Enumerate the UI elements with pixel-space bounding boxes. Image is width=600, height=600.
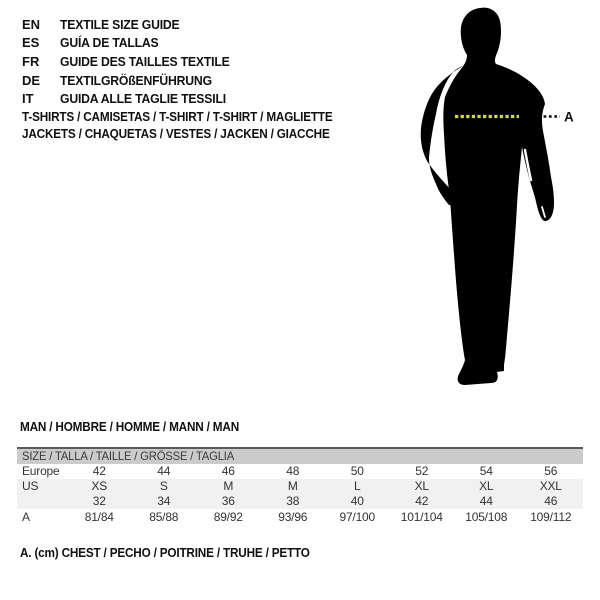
language-title-list	[22, 15, 240, 108]
measurement-footnote	[20, 546, 328, 560]
language-row	[22, 15, 240, 34]
measure-label-a: A	[564, 109, 574, 125]
size-cell: 93/96	[278, 510, 308, 524]
size-table	[17, 447, 583, 526]
row-label	[17, 494, 67, 509]
size-cell: 40	[325, 494, 390, 509]
size-cell: 44	[157, 464, 171, 478]
language-row	[22, 71, 240, 90]
table-row-us	[17, 479, 583, 494]
language-label: TEXTILGRÖßENFÜHRUNG	[60, 72, 212, 88]
size-cell: 32	[67, 494, 132, 509]
size-cell: XL	[454, 479, 519, 494]
language-code: EN	[22, 16, 41, 32]
language-code: FR	[22, 53, 40, 69]
language-code: DE	[22, 72, 41, 88]
language-label: TEXTILE SIZE GUIDE	[60, 16, 180, 32]
section-title-text: MAN / HOMBRE / HOMME / MANN / MAN	[20, 420, 240, 434]
table-header	[17, 448, 583, 464]
size-cell: XXL	[519, 479, 584, 494]
size-cell: 101/104	[400, 510, 443, 524]
language-row	[22, 34, 240, 53]
language-row	[22, 52, 240, 71]
size-cell: 81/84	[84, 510, 114, 524]
size-cell: 54	[479, 464, 493, 478]
size-cell: XS	[67, 479, 132, 494]
language-code: IT	[22, 91, 34, 107]
size-cell: 42	[92, 464, 106, 478]
row-label: A	[22, 510, 30, 524]
size-cell: M	[196, 479, 261, 494]
size-cell: 85/88	[149, 510, 179, 524]
size-cell: 46	[221, 464, 235, 478]
size-cell: 56	[544, 464, 558, 478]
man-figure	[390, 0, 600, 410]
language-label: GUIDE DES TAILLES TEXTILE	[60, 53, 230, 69]
row-label: Europe	[22, 464, 60, 478]
size-cell: 52	[415, 464, 429, 478]
size-cell: 50	[350, 464, 364, 478]
size-cell: 34	[132, 494, 197, 509]
size-cell: 42	[390, 494, 455, 509]
size-cell: 89/92	[213, 510, 243, 524]
size-cell: S	[132, 479, 197, 494]
table-row-europe	[17, 464, 583, 479]
size-cell: 48	[286, 464, 300, 478]
language-code: ES	[22, 35, 40, 51]
language-label: GUIDA ALLE TAGLIE TESSILI	[60, 91, 226, 107]
size-cell: 105/108	[465, 510, 508, 524]
garment-categories	[22, 108, 352, 143]
measurement-footnote-text: A. (cm) CHEST / PECHO / POITRINE / TRUHE / PETTO	[20, 546, 310, 560]
table-header-row	[17, 448, 583, 464]
language-label: GUÍA DE TALLAS	[60, 35, 159, 51]
section-title-man	[20, 420, 253, 434]
man-silhouette	[443, 8, 554, 385]
size-cell: XL	[390, 479, 455, 494]
size-cell: 44	[454, 494, 519, 509]
language-row	[22, 89, 240, 108]
table-header-text: SIZE / TALLA / TAILLE / GRÖSSE / TAGLIA	[22, 449, 235, 463]
size-cell: 46	[519, 494, 584, 509]
size-cell: L	[325, 479, 390, 494]
size-cell: 97/100	[339, 510, 375, 524]
category-line-tshirts: T-SHIRTS / CAMISETAS / T-SHIRT / T-SHIRT / MAGLIETTE	[22, 109, 333, 124]
category-line-jackets: JACKETS / CHAQUETAS / VESTES / JACKEN / GIACCHE	[22, 127, 330, 142]
size-cell: 38	[261, 494, 326, 509]
size-cell: 36	[196, 494, 261, 509]
table-row-chest	[17, 509, 583, 526]
table-row-numeric	[17, 494, 583, 509]
size-cell: M	[261, 479, 326, 494]
row-label: US	[17, 479, 67, 494]
size-cell: 109/112	[530, 510, 572, 524]
